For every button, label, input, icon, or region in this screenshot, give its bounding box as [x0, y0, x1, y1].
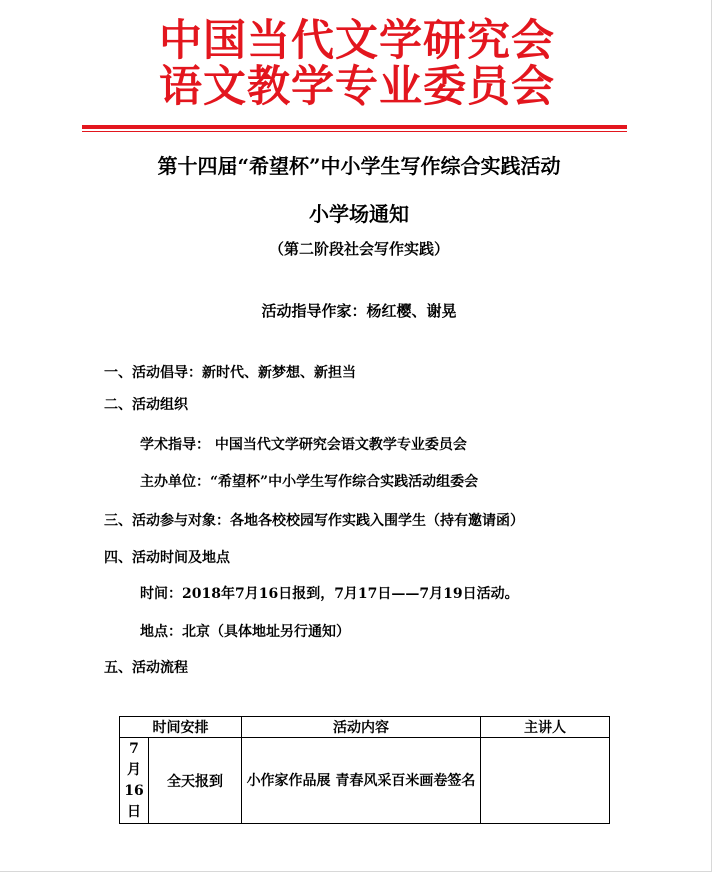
letterhead-line-2: 语文教学专业委员会: [159, 62, 555, 112]
time-line: 时间：2018年7月16日报到，7月17日——7月19日活动。: [140, 586, 519, 602]
date-char: 日: [127, 803, 141, 820]
section-3-participants: 三、活动参与对象：各地各校校园写作实践入围学生（持有邀请函）: [104, 513, 524, 529]
section-4-time-place: 四、活动时间及地点: [104, 550, 230, 566]
academic-guidance-line: 学术指导： 中国当代文学研究会语文教学专业委员会: [140, 437, 467, 453]
stage-label: （第二阶段社会写作实践）: [268, 240, 449, 258]
date-char: 月: [127, 761, 141, 778]
letterhead-line-1: 中国当代文学研究会: [159, 16, 555, 66]
letterhead-rule-thick: [82, 125, 627, 129]
table-header-row: [120, 717, 610, 738]
section-1-advocacy: 一、活动倡导：新时代、新梦想、新担当: [104, 365, 356, 381]
letterhead-rule-thin: [82, 131, 627, 132]
section-2-organization: 二、活动组织: [104, 397, 188, 413]
document-title: 第十四届“希望杯”中小学生写作综合实践活动: [157, 154, 561, 178]
speaker-cell: [481, 738, 610, 824]
date-char: 16: [124, 782, 144, 799]
table-row: [120, 738, 610, 824]
time-cell: 全天报到: [149, 738, 242, 824]
activity-cell: 小作家作品展 青春风采百米画卷签名: [242, 738, 481, 824]
advisor-line: 活动指导作家：杨红樱、谢晃: [261, 302, 457, 320]
header-speaker: 主讲人: [481, 717, 610, 738]
schedule-table: [119, 716, 610, 824]
document-subtitle: 小学场通知: [309, 202, 409, 226]
date-cell: [120, 738, 149, 824]
section-5-process: 五、活动流程: [104, 660, 188, 676]
header-activity: 活动内容: [242, 717, 481, 738]
header-time: 时间安排: [120, 717, 242, 738]
host-unit-line: 主办单位：“希望杯”中小学生写作综合实践活动组委会: [140, 474, 479, 490]
place-line: 地点：北京（具体地址另行通知）: [140, 624, 350, 640]
date-char: 7: [129, 740, 139, 757]
